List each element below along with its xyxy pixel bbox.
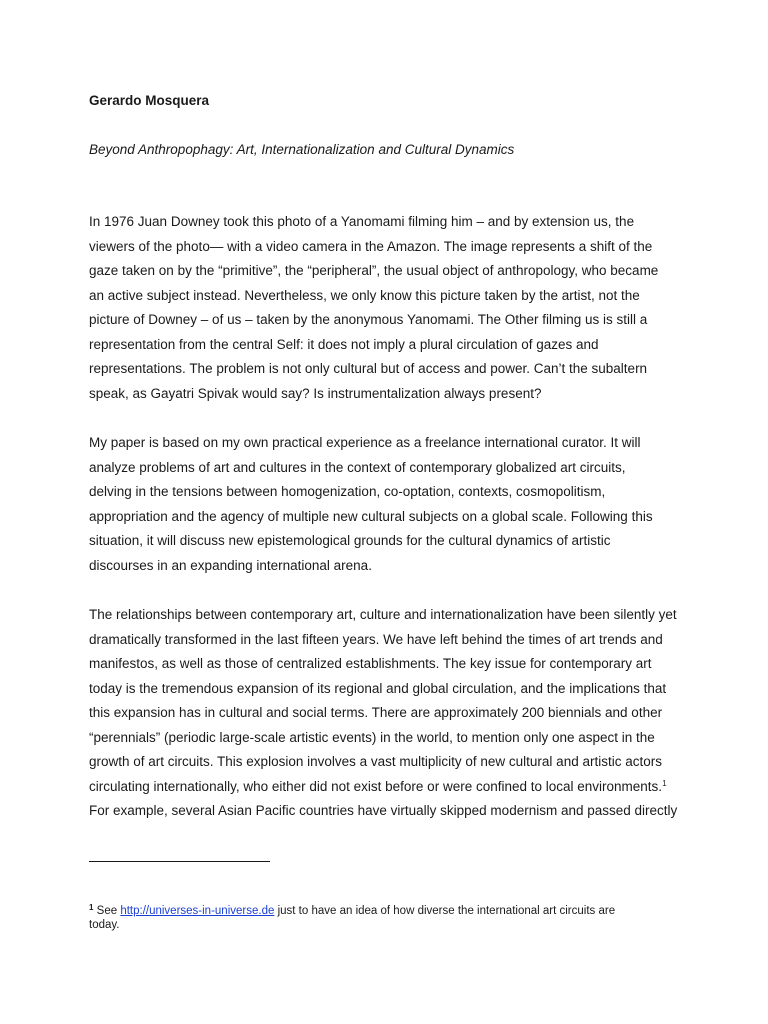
text-line: delving in the tensions between homogenization, co-optation, contexts, cosmopolitism, (89, 484, 606, 499)
text-line: this expansion has in cultural and social terms. There are approximately 200 biennials and other (89, 705, 663, 720)
text-line: “perennials” (periodic large-scale artistic events) in the world, to mention only one aspect in the (89, 729, 655, 745)
footnote (89, 904, 689, 932)
text-line: speak, as Gayatri Spivak would say? Is instrumentalization always present? (89, 385, 542, 401)
footnote-prefix: See (93, 905, 121, 917)
text-line: gaze taken on by the “primitive”, the “peripheral”, the usual object of anthropology, who became (89, 263, 659, 278)
paragraph-2 (89, 431, 689, 578)
text-line: manifestos, as well as those of centralized establishments. The key issue for contemporary art (89, 656, 652, 671)
paragraph-1 (89, 210, 689, 406)
footnote-reference[interactable]: 1 (662, 778, 667, 788)
text-line: For example, several Asian Pacific countries have virtually skipped modernism and passed directly (89, 803, 678, 818)
text-line: growth of art circuits. This explosion involves a vast multiplicity of new cultural and artistic actors (89, 754, 662, 769)
text-line-content: circulating internationally, who either did not exist before or were confined to local environments. (89, 778, 663, 794)
text-line (89, 775, 689, 800)
text-line: analyze problems of art and cultures in the context of contemporary globalized art circuits, (89, 459, 626, 475)
footnote-line-2: today. (89, 919, 120, 931)
text-line: dramatically transformed in the last fifteen years. We have left behind the times of art trends and (89, 631, 663, 647)
text-line: In 1976 Juan Downey took this photo of a Yanomami filming him – and by extension us, the (89, 214, 635, 229)
text-line: My paper is based on my own practical experience as a freelance international curator. It will (89, 435, 641, 450)
footnote-separator (89, 861, 270, 862)
text-line: representations. The problem is not only cultural but of access and power. Can’t the subaltern (89, 361, 648, 376)
paper-title: Beyond Anthropophagy: Art, Internationalization and Cultural Dynamics (89, 142, 515, 157)
paragraph-3 (89, 603, 689, 824)
text-line: an active subject instead. Nevertheless, we only know this picture taken by the artist, not the (89, 287, 640, 303)
text-line: situation, it will discuss new epistemological grounds for the cultural dynamics of artistic (89, 533, 611, 548)
text-line: picture of Downey – of us – taken by the anonymous Yanomami. The Other filming us is still a (89, 312, 648, 327)
text-line: today is the tremendous expansion of its regional and global circulation, and the implications that (89, 680, 667, 696)
text-line: The relationships between contemporary art, culture and internationalization have been silently yet (89, 607, 677, 622)
text-line: representation from the central Self: it does not imply a plural circulation of gazes and (89, 336, 599, 352)
footnote-link[interactable]: http://universes-in-universe.de (120, 905, 275, 917)
text-line: discourses in an expanding international arena. (89, 557, 372, 573)
author-name: Gerardo Mosquera (89, 93, 210, 108)
footnote-number: 1 (89, 903, 94, 912)
footnote-suffix: just to have an idea of how diverse the international art circuits are (274, 905, 616, 917)
text-line: viewers of the photo— with a video camera in the Amazon. The image represents a shift of the (89, 238, 653, 254)
text-line: appropriation and the agency of multiple new cultural subjects on a global scale. Following this (89, 508, 653, 524)
footnote-line (89, 904, 689, 918)
